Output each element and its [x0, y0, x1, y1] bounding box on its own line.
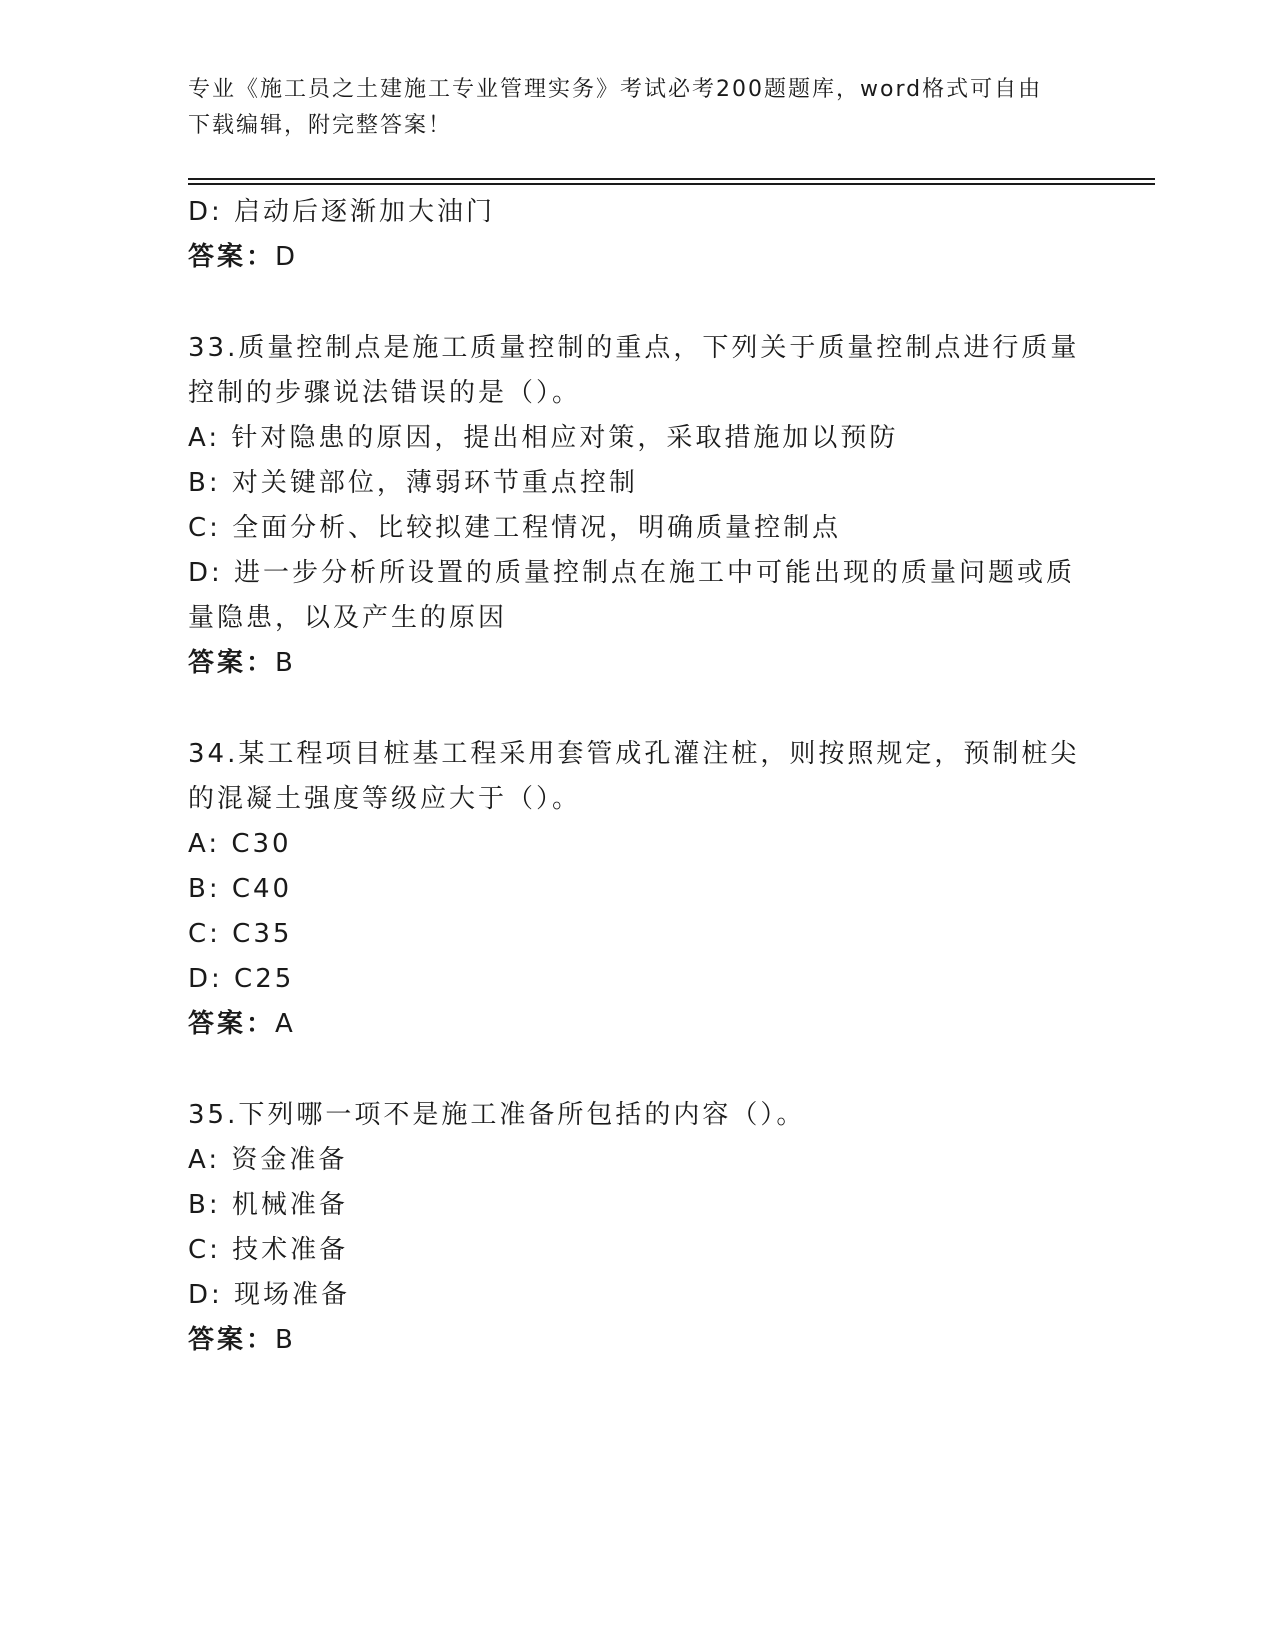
option-d: D: 启动后逐渐加大油门: [188, 197, 496, 227]
answer-value: B: [275, 648, 296, 678]
answer-label: 答案：: [188, 1009, 276, 1039]
spacer: [188, 1047, 1088, 1093]
question-content: [188, 190, 1088, 1363]
option-c: C: 全面分析、比较拟建工程情况，明确质量控制点: [188, 513, 842, 543]
answer-line: [188, 641, 1088, 686]
question-35: [188, 1093, 1088, 1363]
answer-label: 答案：: [188, 242, 276, 272]
option-b: B: C40: [188, 874, 293, 904]
option-b: B: 机械准备: [188, 1190, 348, 1220]
answer-label: 答案：: [188, 648, 276, 678]
answer-label: 答案：: [188, 1325, 276, 1355]
option-c: C: C35: [188, 919, 293, 949]
option-a: A: C30: [188, 829, 292, 859]
option-a: A: 资金准备: [188, 1145, 348, 1175]
answer-line: [188, 1002, 1088, 1047]
option-a: A: 针对隐患的原因，提出相应对策，采取措施加以预防: [188, 423, 899, 453]
document-header: [188, 72, 1088, 144]
answer-line: [188, 235, 1088, 280]
question-stem: 34.某工程项目桩基工程采用套管成孔灌注桩，则按照规定，预制桩尖: [188, 739, 1080, 769]
header-line-1: 专业《施工员之土建施工专业管理实务》考试必考200题题库，word格式可自由: [188, 77, 1043, 102]
question-33: [188, 326, 1088, 686]
spacer: [188, 280, 1088, 326]
option-d: D: 现场准备: [188, 1280, 351, 1310]
option-c: C: 技术准备: [188, 1235, 349, 1265]
question-stem: 的混凝土强度等级应大于（）。: [188, 784, 582, 814]
question-stem: 35.下列哪一项不是施工准备所包括的内容（）。: [188, 1100, 806, 1130]
answer-line: [188, 1318, 1088, 1363]
question-stem: 33.质量控制点是施工质量控制的重点，下列关于质量控制点进行质量: [188, 333, 1080, 363]
question-34: [188, 732, 1088, 1047]
option-d: D: C25: [188, 964, 295, 994]
answer-value: B: [275, 1325, 296, 1355]
option-b: B: 对关键部位，薄弱环节重点控制: [188, 468, 638, 498]
option-d-continued: 量隐患，以及产生的原因: [188, 603, 508, 633]
question-stem: 控制的步骤说法错误的是（）。: [188, 378, 582, 408]
header-divider-bottom: [188, 183, 1155, 185]
spacer: [188, 686, 1088, 732]
header-line-2: 下载编辑，附完整答案！: [188, 113, 453, 138]
answer-value: A: [275, 1009, 296, 1039]
answer-value: D: [275, 242, 299, 272]
option-d: D: 进一步分析所设置的质量控制点在施工中可能出现的质量问题或质: [188, 558, 1076, 588]
header-divider-top: [188, 178, 1155, 180]
